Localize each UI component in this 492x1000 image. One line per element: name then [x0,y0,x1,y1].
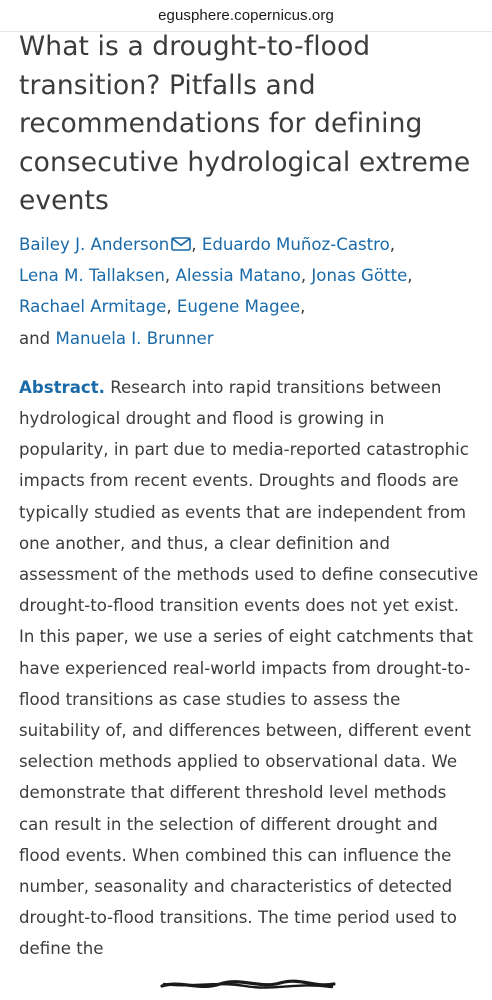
abstract-label: Abstract. [19,377,105,397]
author-link[interactable]: Manuela I. Brunner [55,328,214,348]
author-link[interactable]: Jonas Götte [311,266,408,286]
author-link[interactable]: Lena M. Tallaksen [19,266,165,286]
authors-conjunction: and [19,328,51,348]
author-link[interactable]: Eugene Magee [176,297,301,317]
url-text: egusphere.copernicus.org [158,7,334,24]
abstract-paragraph [19,372,479,965]
author-link[interactable]: Bailey J. Anderson [19,234,170,254]
strikethrough-scribble [160,976,336,994]
abstract-text: Research into rapid transitions between hydrological drought and flood is growing in popularity, in part due to media-reported catastrophic impacts from recent events. Droughts and floods are typically studied as events that are independent from one another, and thus, a clear definition and assessment of the methods used to define consecutive drought-to-flood transition events does not yet exist. In this paper, we use a series of eight catchments that have experienced real-world impacts from drought-to-flood transitions as case studies to assess the suitability of, and differences between, different event selection methods applied to observational data. We demonstrate that different threshold level methods can result in the selection of different drought and flood events. When combined this can influence the number, seasonality and characteristics of detected drought-to-flood transitions. The time period used to define the [19,377,479,959]
author-list: Bailey J. Anderson , Eduardo Muñoz-Castro, Lena M. Tallaksen, Alessia Matano, Jonas Götte, Rachael Armitage, Eugene Magee, and Manuela I. Brunner [19,229,479,354]
author-link[interactable]: Rachael Armitage [19,297,167,317]
article-content [19,32,479,965]
article-title: What is a drought-to-flood transition? Pitfalls and recommendations for defining consecutive hydrological extreme events [19,31,471,217]
author-link[interactable]: Alessia Matano [175,266,301,286]
mail-icon[interactable] [171,230,191,244]
author-link[interactable]: Eduardo Muñoz-Castro [201,234,390,254]
